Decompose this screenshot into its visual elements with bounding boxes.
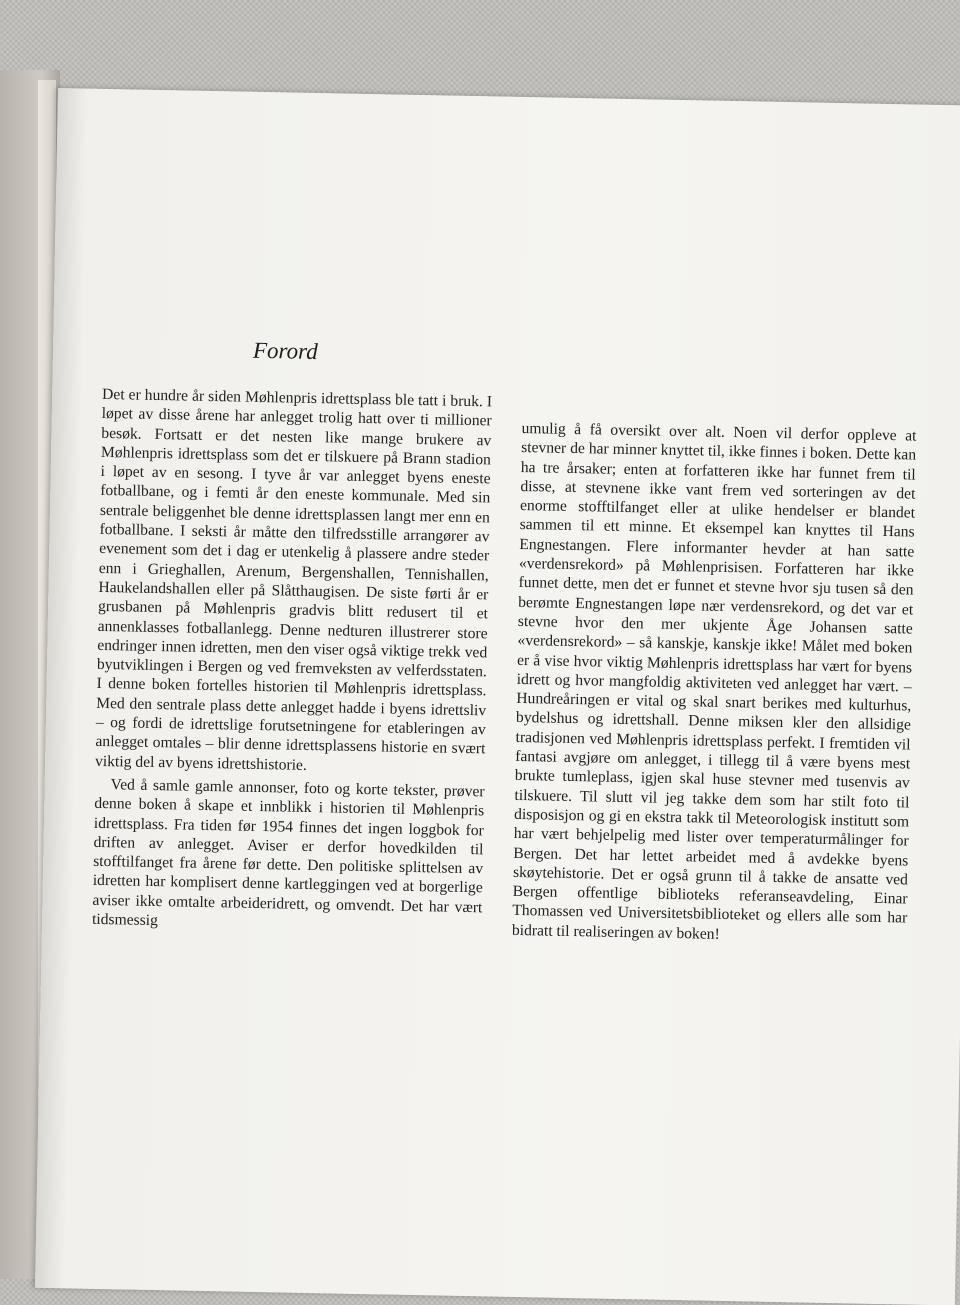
paragraph-2-continued: umulig å få oversikt over alt. Noen vil derfor oppleve at stevner de har minner knyttet til, ikke finnes i boken. Dette kan ha tre årsaker; enten at forfatteren ikke har funnet frem til disse, at stevnene ikke vant frem ved sorteringen av det enorme stofftilfanget eller at ulike hendelser er blandet sammen til ett minne. Et eksempel kan knyttes til Hans Engnestangen. Flere informanter hevder at han satte «verdensrekord» på Møhlenprisisen. Forfatteren har ikke funnet dette, men det er funnet et stevne hvor sju tusen så den berømte Engnestangen løpe nær verdensrekord, og det var et stevne hvor den mer ukjente Åge Johansen satte «verdensrekord» – så kanskje, kanskje ikke! Målet med boken er å vise hvor viktig Møhlenpris idrettsplass har vært for byens idrett og hvor mangfoldig aktiviteten ved anlegget har vært. – Hundreåringen er vital og skal snart berikes med kulturhus, bydelshus og idrettshall. Denne miksen kler den allsidige tradisjonen ved Møhlenpris idrettsplass perfekt. I fremtiden vil fantasi avgjøre om anlegget, i tillegg til å være byens mest brukte tumleplass, igjen skal huse stevner med tusenvis av tilskuere. Til slutt vil jeg takke dem som har stilt foto til disposisjon og gi en ekstra takk til Meteorologisk institutt som har vært behjelpelig med lister over temperaturmålinger for Bergen. Det har lettet arbeidet med å avdekke byens skøytehistorie. Det er også grunn til å takke de ansatte ved Bergen offentlige biblioteks referanseavdeling, Einar Thomassen ved Universitetsbiblioteket og ellers alle som har bidratt til realiseringen av boken! (511, 419, 917, 943)
paragraph-1: Det er hundre år siden Møhlenpris idrettsplass ble tatt i bruk. I løpet av disse årene har anlegget trolig hatt over ti millioner besøk. Fortsatt er det nesten like mange brukere av Møhlenpris idrettsplass som det er tilskuere på Brann stadion i løpet av en sesong. I tyve år var anlegget byens eneste fotballbane, og i femti år den eneste kommunale. Med sin sentrale beliggenhet ble denne idrettsplassen langt mer enn en fotballbane. I seksti år måtte den tilfredsstille arrangører av evenement som det i dag er utenkelig å plassere andre steder enn i Grieghallen, Arenum, Bergenshallen, Tennishallen, Haukelandshallen eller på Slåtthaugisen. De siste førti år er grusbanen på Møhlenpris gradvis blitt redusert til et annenklasses fotballanlegg. Denne nedturen illustrerer store endringer innen idretten, men den viser også viktige trekk ved byutviklingen i Bergen og ved fremveksten av velferdsstaten. I denne boken fortelles historien til Møhlenpris idrettsplass. Med den sentrale plass dette anlegget hadde i byens idrettsliv – og fordi de idrettslige forutsetningene for etableringen av anlegget omtales – blir denne idrettsplassens historie en svært viktig del av byens idrettshistorie. (94, 385, 493, 774)
page-heading: Forord (252, 337, 318, 365)
left-text-column (92, 385, 492, 937)
right-text-column (512, 419, 917, 948)
paragraph-2: Ved å samle gamle annonser, foto og korte tekster, prøver denne boken å skape et innblikk i historien til Møhlenpris idrettsplass. Fra tiden før 1954 finnes det ingen loggbok for driften av anlegget. Aviser er derfor hovedkilden til stofftilfanget fra årene før dette. Den politiske splittelsen av idretten har komplisert denne kartleggingen ved at borgerlige aviser ikke omtalte arbeideridrett, og omvendt. Det har vært tidsmessig (91, 776, 485, 930)
book-page (35, 88, 960, 1305)
